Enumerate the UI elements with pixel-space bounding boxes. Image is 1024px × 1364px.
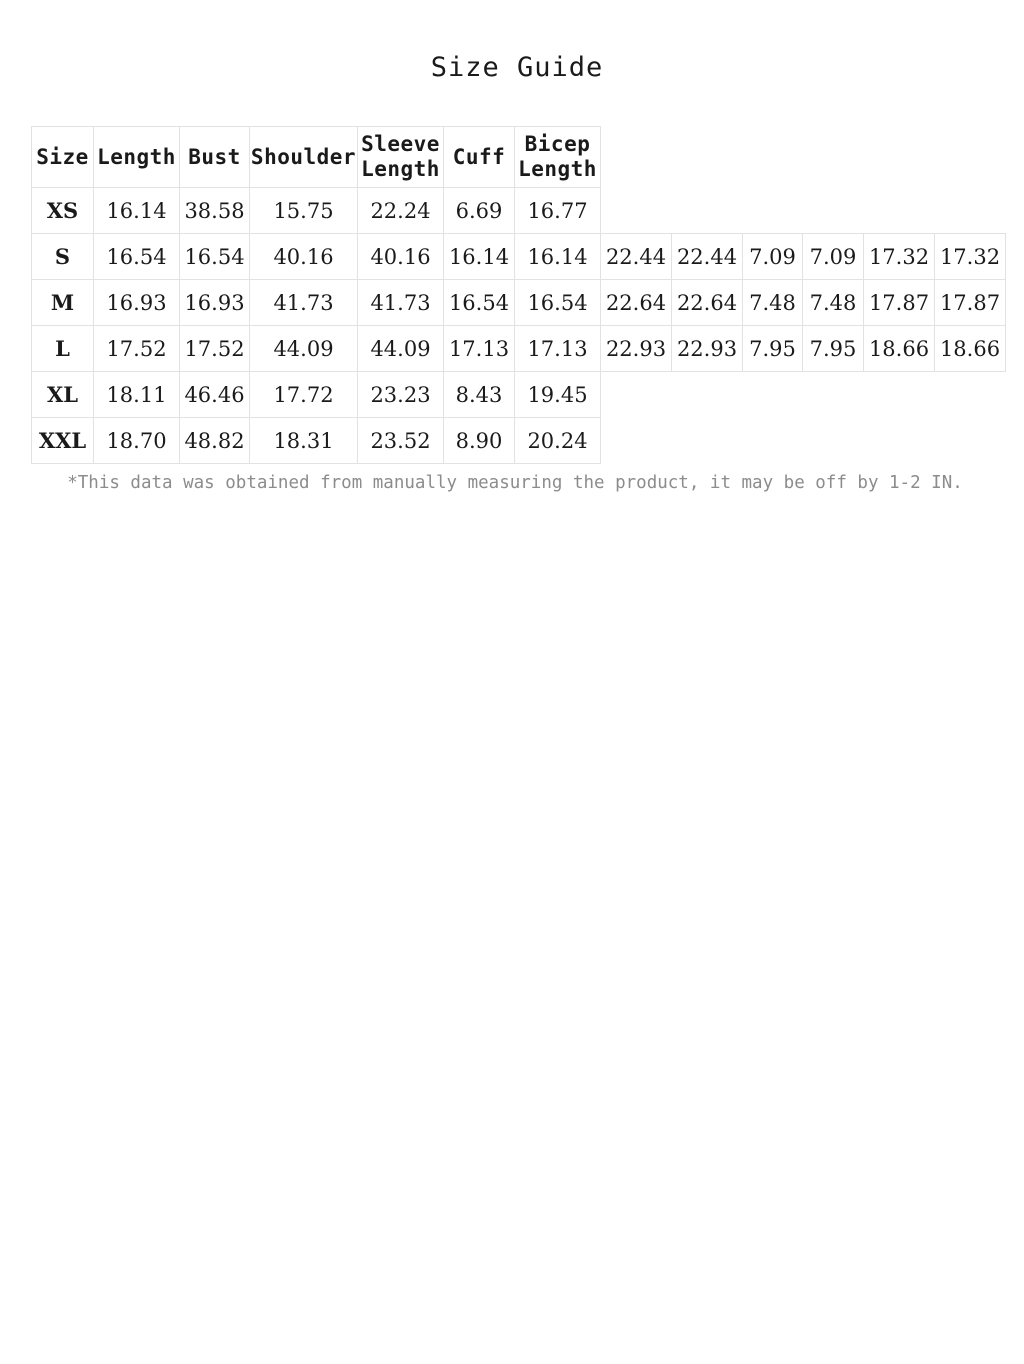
table-cell: 22.64	[672, 280, 743, 326]
empty-cell	[601, 372, 672, 418]
size-label: L	[32, 326, 94, 372]
table-cell: 22.64	[601, 280, 672, 326]
table-row	[32, 372, 1006, 418]
table-cell: 7.09	[803, 234, 864, 280]
table-cell: 41.73	[250, 280, 358, 326]
table-cell: 22.44	[601, 234, 672, 280]
table-cell: 16.77	[515, 188, 601, 234]
column-header-text: Bicep	[524, 132, 591, 156]
table-cell: 17.13	[444, 326, 515, 372]
size-label: S	[32, 234, 94, 280]
empty-cell	[743, 372, 803, 418]
table-cell: 22.24	[358, 188, 444, 234]
table-cell: 16.14	[444, 234, 515, 280]
table-cell: 48.82	[180, 418, 250, 464]
empty-cell	[743, 188, 803, 234]
table-cell: 40.16	[358, 234, 444, 280]
page-title: Size Guide	[430, 52, 604, 83]
table-cell: 23.52	[358, 418, 444, 464]
table-cell: 18.70	[94, 418, 180, 464]
table-cell: 15.75	[250, 188, 358, 234]
table-cell: 44.09	[250, 326, 358, 372]
empty-cell	[803, 127, 864, 188]
size-label: XXL	[32, 418, 94, 464]
table-cell: 17.52	[94, 326, 180, 372]
table-cell: 46.46	[180, 372, 250, 418]
empty-cell	[935, 418, 1006, 464]
empty-cell	[803, 372, 864, 418]
table-row	[32, 280, 1006, 326]
table-cell: 7.09	[743, 234, 803, 280]
table-header-row	[32, 127, 1006, 188]
empty-cell	[672, 372, 743, 418]
column-header-text: Shoulder	[250, 144, 357, 169]
column-header	[444, 127, 515, 188]
empty-cell	[864, 372, 935, 418]
table-cell: 17.72	[250, 372, 358, 418]
column-header-text: Length	[97, 144, 176, 169]
table-cell: 16.54	[94, 234, 180, 280]
table-cell: 7.48	[743, 280, 803, 326]
empty-cell	[672, 418, 743, 464]
table-cell: 16.54	[515, 280, 601, 326]
table-cell: 18.31	[250, 418, 358, 464]
empty-cell	[672, 188, 743, 234]
empty-cell	[935, 127, 1006, 188]
column-header	[94, 127, 180, 188]
table-row	[32, 326, 1006, 372]
table-cell: 16.54	[444, 280, 515, 326]
empty-cell	[601, 188, 672, 234]
table-cell: 22.93	[672, 326, 743, 372]
empty-cell	[672, 127, 743, 188]
table-cell: 22.44	[672, 234, 743, 280]
column-header-text: Bust	[188, 144, 241, 169]
empty-cell	[743, 127, 803, 188]
table-row	[32, 188, 1006, 234]
empty-cell	[601, 127, 672, 188]
table-cell: 16.93	[180, 280, 250, 326]
column-header-text: Cuff	[452, 144, 506, 169]
empty-cell	[864, 127, 935, 188]
column-header	[250, 127, 358, 188]
column-header-text: Sleeve	[361, 132, 440, 156]
table-cell: 40.16	[250, 234, 358, 280]
table-cell: 18.66	[864, 326, 935, 372]
table-cell: 7.95	[743, 326, 803, 372]
empty-cell	[803, 418, 864, 464]
table-cell: 17.52	[180, 326, 250, 372]
table-cell: 17.87	[935, 280, 1006, 326]
table-cell: 20.24	[515, 418, 601, 464]
table-cell: 38.58	[180, 188, 250, 234]
empty-cell	[803, 188, 864, 234]
table-cell: 17.87	[864, 280, 935, 326]
table-cell: 19.45	[515, 372, 601, 418]
table-row	[32, 418, 1006, 464]
empty-cell	[864, 418, 935, 464]
column-header	[515, 127, 601, 188]
column-header-text: Length	[361, 157, 440, 181]
size-table	[31, 126, 1006, 464]
column-header	[32, 127, 94, 188]
column-header	[180, 127, 250, 188]
table-cell: 6.69	[444, 188, 515, 234]
table-cell: 18.66	[935, 326, 1006, 372]
table-cell: 18.11	[94, 372, 180, 418]
table-cell: 16.14	[94, 188, 180, 234]
table-cell: 7.48	[803, 280, 864, 326]
column-header	[358, 127, 444, 188]
table-cell: 7.95	[803, 326, 864, 372]
table-cell: 44.09	[358, 326, 444, 372]
table-cell: 17.32	[864, 234, 935, 280]
column-header-text: Size	[36, 144, 89, 169]
size-label: XL	[32, 372, 94, 418]
table-cell: 23.23	[358, 372, 444, 418]
table-cell: 16.14	[515, 234, 601, 280]
empty-cell	[743, 418, 803, 464]
table-cell: 22.93	[601, 326, 672, 372]
table-row	[32, 234, 1006, 280]
table-cell: 8.90	[444, 418, 515, 464]
table-cell: 17.13	[515, 326, 601, 372]
table-cell: 17.32	[935, 234, 1006, 280]
table-cell: 41.73	[358, 280, 444, 326]
table-cell: 16.93	[94, 280, 180, 326]
column-header-text: Length	[518, 157, 597, 181]
empty-cell	[601, 418, 672, 464]
size-label: XS	[32, 188, 94, 234]
empty-cell	[935, 188, 1006, 234]
empty-cell	[864, 188, 935, 234]
measurement-note: *This data was obtained from manually measuring the product, it may be off by 1-2 IN.	[67, 473, 963, 493]
empty-cell	[935, 372, 1006, 418]
table-cell: 8.43	[444, 372, 515, 418]
size-label: M	[32, 280, 94, 326]
table-cell: 16.54	[180, 234, 250, 280]
